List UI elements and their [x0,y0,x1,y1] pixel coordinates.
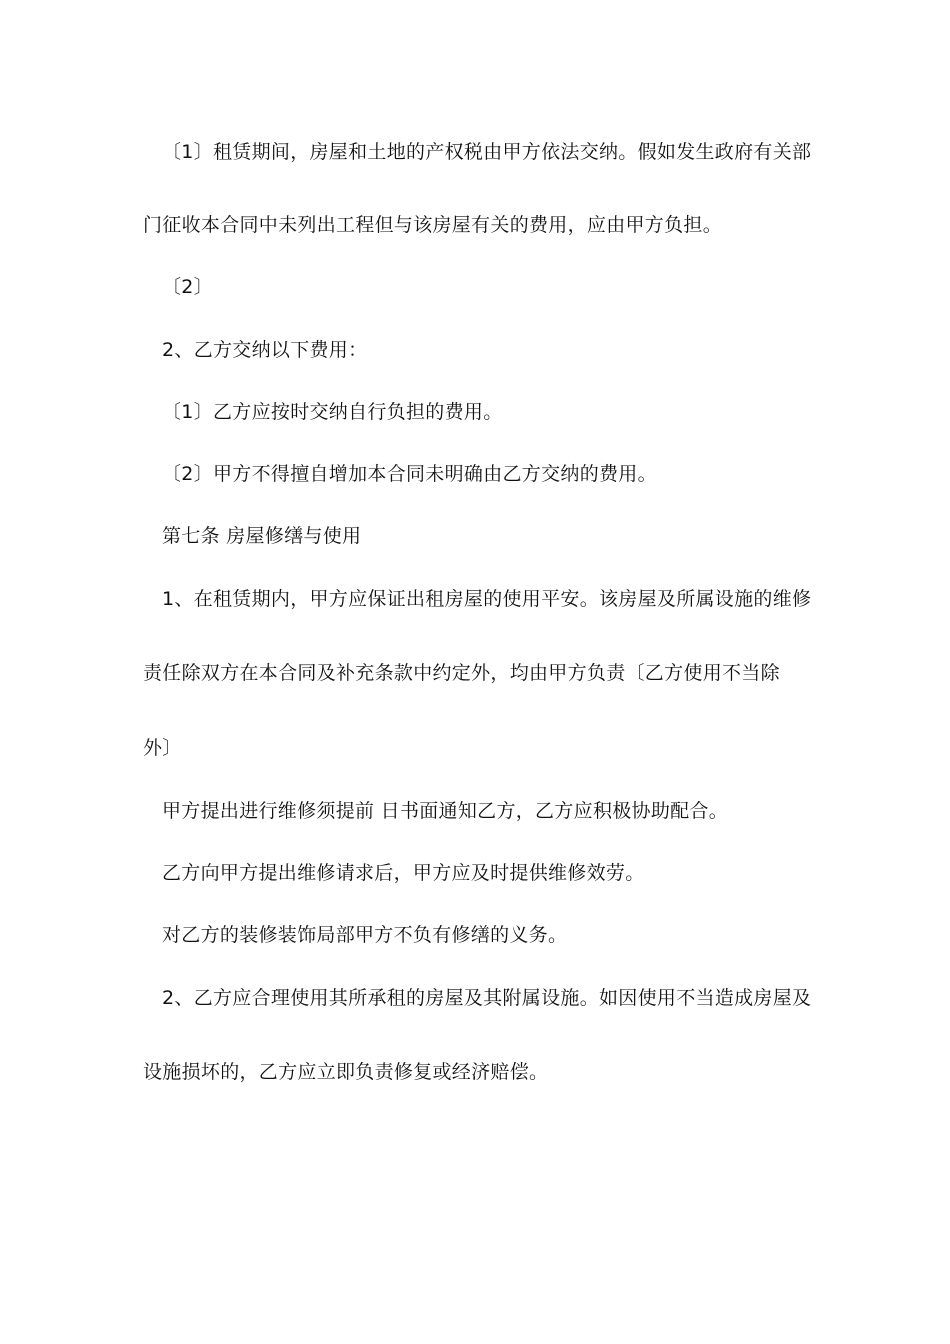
paragraph-line: 乙方向甲方提出维修请求后，甲方应及时提供维修效劳。 [162,862,645,884]
paragraph-line: 〔1〕乙方应按时交纳自行负担的费用。 [162,401,503,423]
paragraph-line: 1、在租赁期内，甲方应保证出租房屋的使用平安。该房屋及所属设施的维修 [162,588,812,610]
paragraph-line: 〔2〕 [162,276,213,298]
paragraph-line: 甲方提出进行维修须提前 日书面通知乙方，乙方应积极协助配合。 [162,800,729,822]
paragraph-line: 门征收本合同中未列出工程但与该房屋有关的费用，应由甲方负担。 [143,214,723,236]
paragraph-line: 设施损坏的，乙方应立即负责修复或经济赔偿。 [143,1061,549,1083]
paragraph-line: 外〕 [143,737,182,759]
paragraph-line: 〔1〕租赁期间，房屋和土地的产权税由甲方依法交纳。假如发生政府有关部 [162,141,812,163]
paragraph-line: 2、乙方交纳以下费用： [162,339,368,361]
paragraph-line: 责任除双方在本合同及补充条款中约定外，均由甲方负责〔乙方使用不当除 [143,662,780,684]
paragraph-line: 对乙方的装修装饰局部甲方不负有修缮的义务。 [162,924,568,946]
paragraph-line: 2、乙方应合理使用其所承租的房屋及其附属设施。如因使用不当造成房屋及 [162,987,812,1009]
section-heading: 第七条 房屋修缮与使用 [162,525,362,547]
paragraph-line: 〔2〕甲方不得擅自增加本合同未明确由乙方交纳的费用。 [162,463,657,485]
